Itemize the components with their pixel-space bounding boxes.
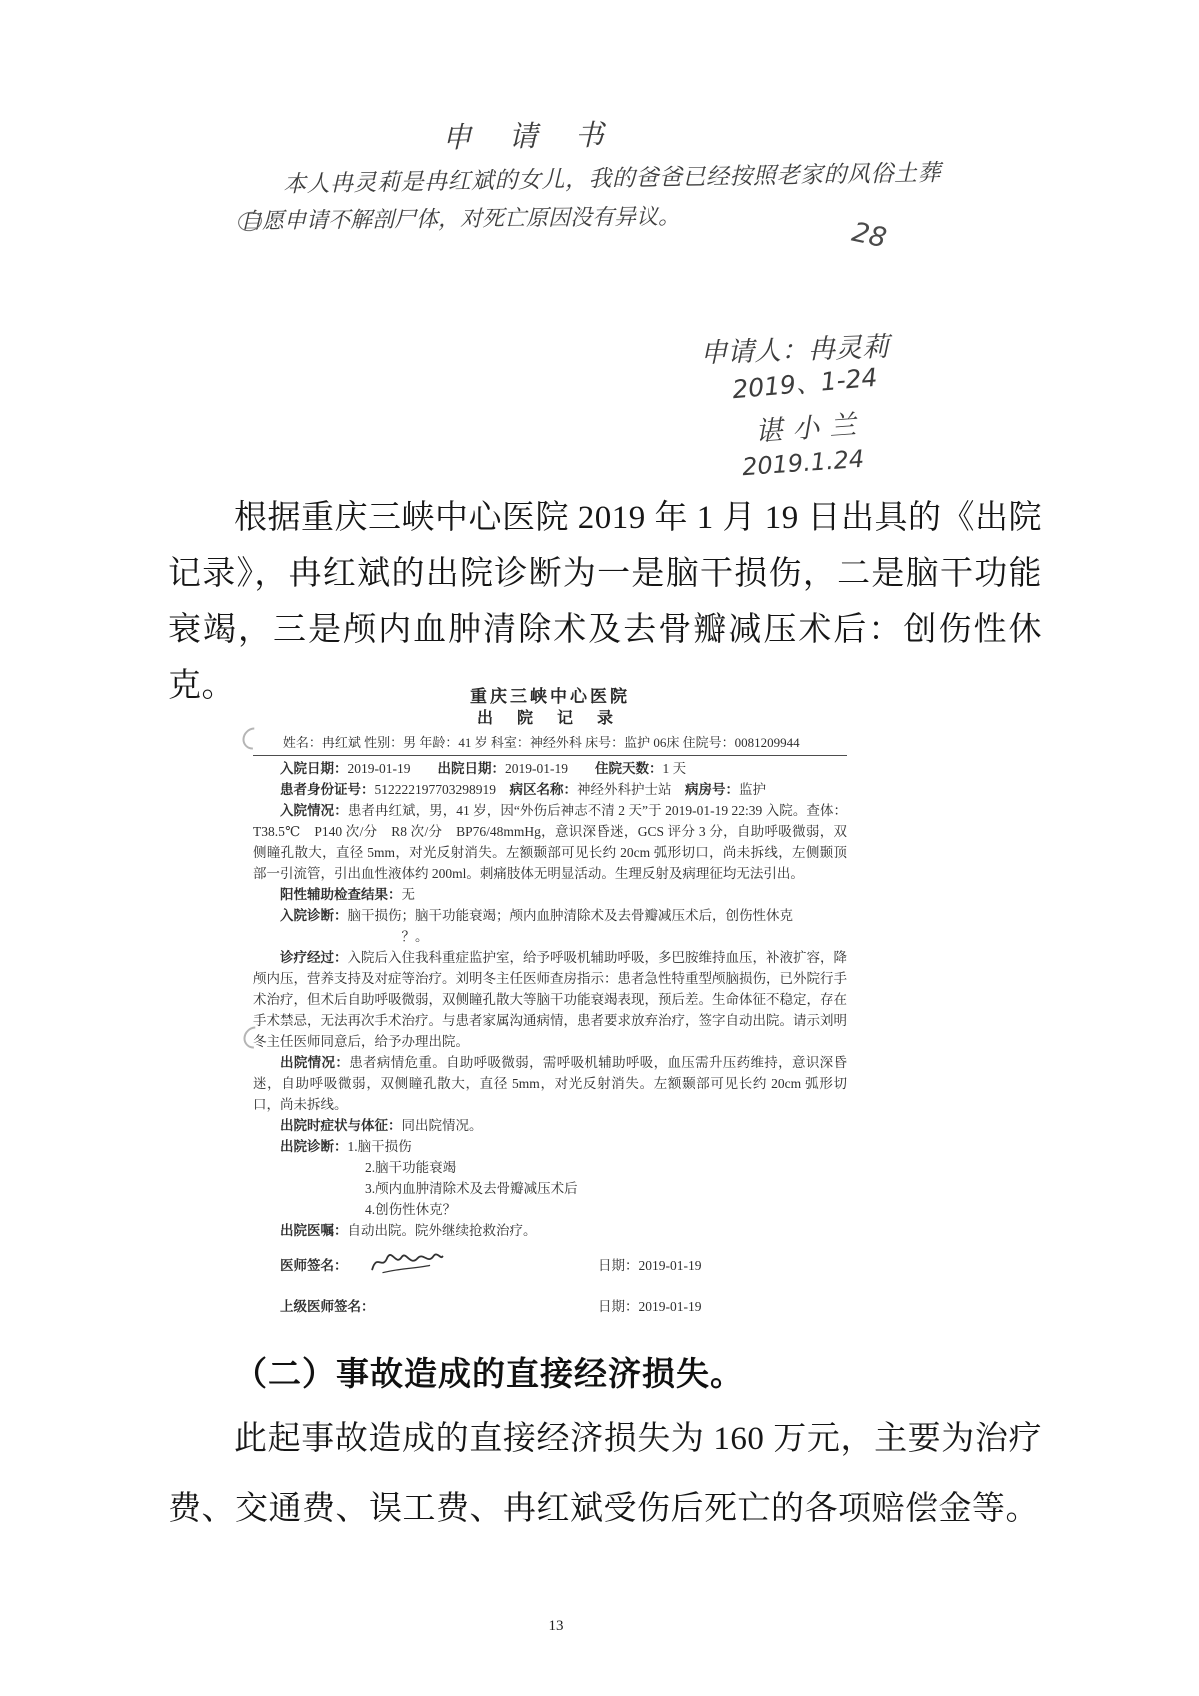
- record-line: 入院日期：2019-01-19 出院日期：2019-01-19 住院天数：1 天: [280, 761, 687, 776]
- section-2-heading: （二）事故造成的直接经济损失。: [234, 1357, 744, 1393]
- record-line: 3.颅内血肿清除术及去骨瓣减压术后: [365, 1181, 578, 1196]
- record-lines: [253, 732, 847, 1241]
- doctor-signature-label: 医师签名：: [280, 1258, 348, 1273]
- section-2-body: 此起事故造成的直接经济损失为 160 万元，主要为治疗费、交通费、误工费、冉红斌受伤后死亡的各项赔偿金等。: [168, 1421, 1042, 1527]
- handwritten-line-1: 本人冉灵莉是冉红斌的女儿，我的爸爸已经按照老家的风俗土葬: [282, 160, 942, 198]
- handwritten-application-title: 申 请 书: [442, 117, 619, 155]
- page-number: 13: [548, 1618, 564, 1634]
- applicant-signature-date: 2019、1-24: [731, 362, 879, 405]
- record-line: 患者身份证号：512222197703298919 病区名称：神经外科护士站 病房号：监护: [280, 782, 766, 797]
- record-line: 出院诊断：1.脑干损伤: [280, 1139, 412, 1154]
- handwritten-page-mark: 28: [849, 216, 890, 255]
- record-line: 2.脑干功能衰竭: [365, 1160, 457, 1175]
- record-line: 出院情况：患者病情危重。自助呼吸微弱，需呼吸机辅助呼吸，血压需升压药维持，意识深昏迷，自助呼吸微弱，双侧瞳孔散大，直径 5mm，对光反射消失。左额颞部可见长约 20cm 弧形切口，尚未拆线。: [253, 1055, 847, 1112]
- handwritten-line-2: 自愿申请不解剖尸体，对死亡原因没有异议。: [239, 204, 681, 235]
- senior-doctor-signature-label: 上级医师签名：: [280, 1299, 375, 1314]
- record-line: 诊疗经过：入院后入住我科重症监护室，给予呼吸机辅助呼吸，多巴胺维持血压，补液扩容，降颅内压，营养支持及对症等治疗。刘明冬主任医师查房指示：患者急性特重型颅脑损伤，已外院行手术治疗，但术后自助呼吸微弱，双侧瞳孔散大等脑干功能衰竭表现，预后差。生命体征不稳定，存在手术禁忌，无法再次手术治疗。与患者家属沟通病情，患者要求放弃治疗，签字自动出院。请示刘明冬主任医师同意后，给予办理出院。: [253, 950, 847, 1049]
- doctor-signature-scribble: [367, 1244, 447, 1285]
- hospital-discharge-record: [253, 686, 847, 1323]
- witness-signature: 谌小兰: [754, 409, 868, 448]
- applicant-signature-line: 申请人：冉灵莉: [699, 331, 890, 370]
- doctor-signature-row: [253, 1247, 847, 1282]
- record-line: 入院情况：患者冉红斌，男，41 岁，因“外伤后神志不清 2 天”于 2019-01-19 22:39 入院。查体：T38.5℃ P140 次/分 R8 次/分 BP76/48mmHg，意识深昏迷，GCS 评分 3 分，自助呼吸微弱，双侧瞳孔散大，直径 5mm，对光反射消失。左额颞部可见长约 20cm 弧形切口，尚未拆线，左侧颞顶部一引流管，引出血性液体约 200ml。刺痛肢体无明显活动。生理反射及病理征均无法引出。: [253, 803, 848, 881]
- record-line: 出院医嘱：自动出院。院外继续抢救治疗。: [280, 1223, 537, 1238]
- paragraph-discharge-summary: 根据重庆三峡中心医院 2019 年 1 月 19 日出具的《出院记录》，冉红斌的出院诊断为一是脑干损伤，二是脑干功能衰竭，三是颅内血肿清除术及去骨瓣减压术后：创伤性休克。: [168, 500, 1042, 704]
- senior-doctor-signature-date: 日期：2019-01-19: [598, 1299, 702, 1314]
- doctor-signature-date: 日期：2019-01-19: [598, 1258, 702, 1273]
- record-title: 出 院 记 录: [476, 710, 623, 727]
- hospital-name: 重庆三峡中心医院: [470, 687, 630, 706]
- record-line: 4.创伤性休克？: [365, 1202, 457, 1217]
- record-line: ？。: [401, 929, 429, 944]
- record-line: 姓名：冉红斌 性别：男 年龄：41 岁 科室：神经外科 床号：监护 06床 住院号：0081209944: [253, 732, 847, 756]
- record-line: 入院诊断：脑干损伤；脑干功能衰竭；颅内血肿清除术及去骨瓣减压术后，创伤性休克: [280, 908, 793, 923]
- witness-signature-date: 2019.1.24: [741, 444, 865, 482]
- record-line: 阳性辅助检查结果：无: [280, 887, 415, 902]
- senior-doctor-signature-row: [253, 1288, 847, 1323]
- record-line: 出院时症状与体征：同出院情况。: [280, 1118, 483, 1133]
